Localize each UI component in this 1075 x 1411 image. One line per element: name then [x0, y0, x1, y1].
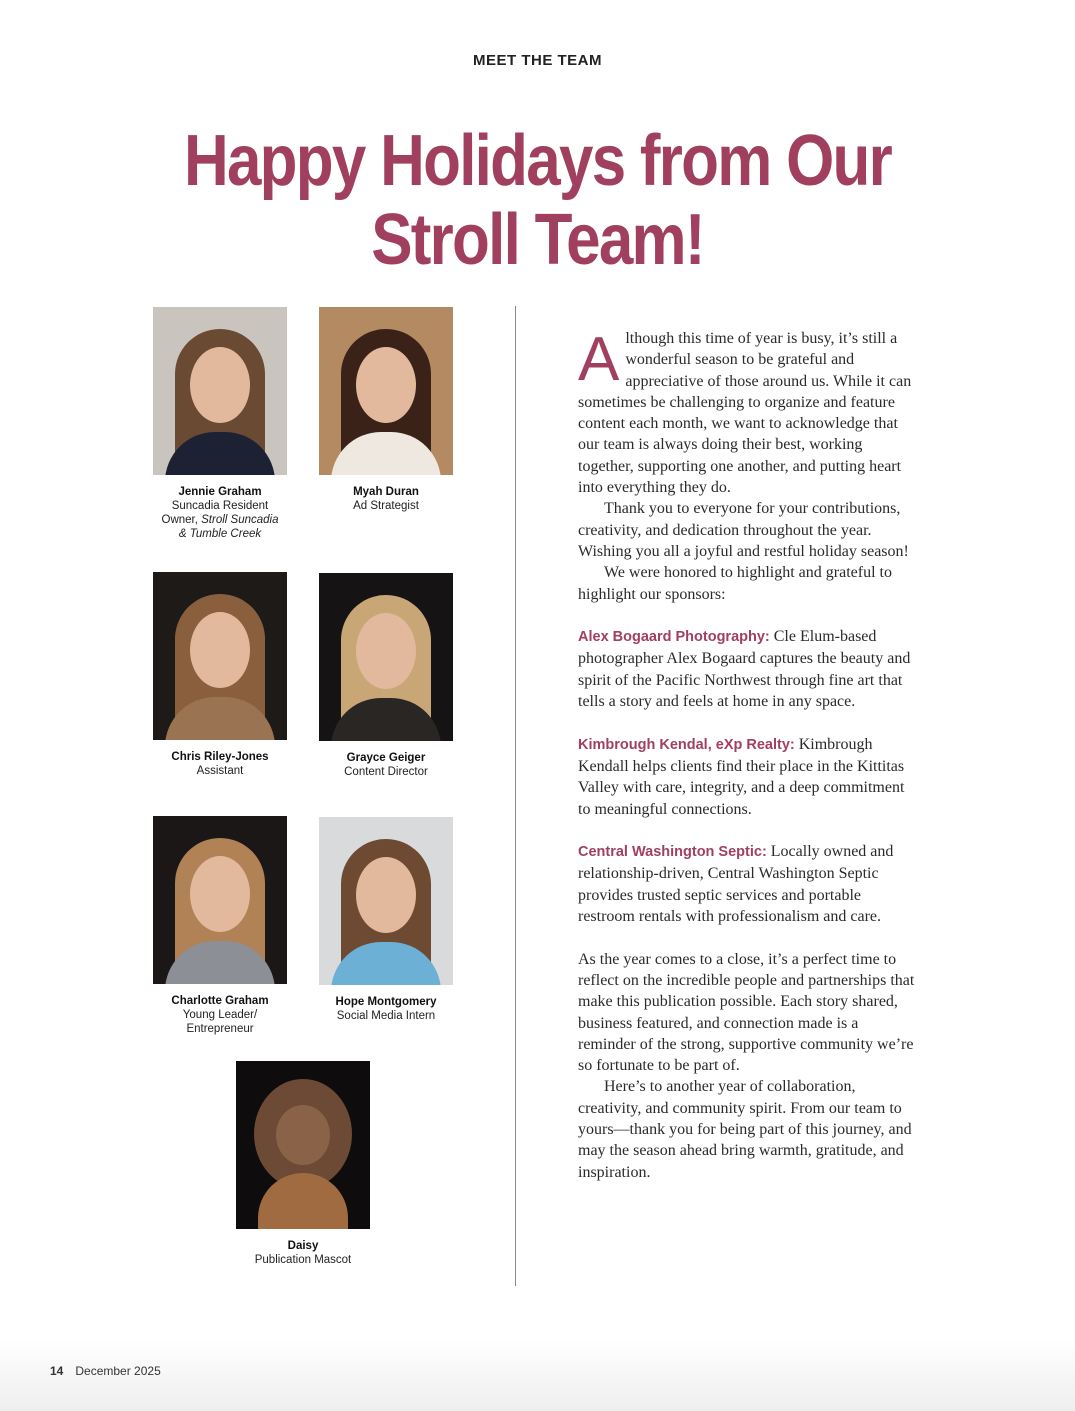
- section-label: MEET THE TEAM: [473, 52, 602, 69]
- article-paragraph-1: Although this time of year is busy, it’s still a wonderful season to be grateful and appreciative of those around us. While it can sometimes be challenging to organize and feature content each month, we want to acknowledge that our team is always doing their best, working together, supporting one another, and putting heart into everything they do.: [578, 325, 912, 497]
- member-role: Assistant: [196, 765, 244, 777]
- member-name: Myah Duran: [353, 486, 419, 498]
- member-name: Hope Montgomery: [335, 996, 437, 1008]
- team-member-myah-duran: [296, 307, 476, 513]
- photo-daisy: [236, 1061, 370, 1229]
- member-name: Grayce Geiger: [346, 752, 426, 764]
- drop-cap: A: [578, 325, 620, 394]
- photo-jennie-graham: [153, 307, 287, 475]
- team-member-hope-montgomery: [296, 817, 476, 1023]
- article-paragraph-4: As the year comes to a close, it’s a perfect time to reflect on the incredible people and partnerships that make this publication possible. Each story shared, business featured, and connection made is a reminder of the strong, supportive community we’re so fortunate to be part of.: [578, 950, 915, 1075]
- member-role: Young Leader/ Entrepreneur: [182, 1009, 258, 1035]
- member-role: Suncadia Resident Owner, Stroll Suncadia & Tumble Creek: [161, 500, 279, 540]
- team-member-charlotte-graham: [130, 816, 310, 1036]
- sponsor-alex-bogaard: Alex Bogaard Photography: Cle Elum-based photographer Alex Bogaard captures the beauty and spirit of the Pacific Northwest through fine art that tells a story and feels at home in any space.: [578, 628, 911, 711]
- title-line-1: Happy Holidays from Our: [183, 121, 892, 201]
- member-name: Jennie Graham: [178, 486, 262, 498]
- member-name: Chris Riley-Jones: [171, 751, 269, 763]
- column-divider: [515, 306, 516, 1286]
- sponsor-kimbrough-kendal: Kimbrough Kendal, eXp Realty: Kimbrough Kendall helps clients find their place in the Kittitas Valley with care, integrity, and a deep commitment to meaningful connections.: [578, 735, 905, 818]
- page-title: [75, 122, 1000, 280]
- member-role: Content Director: [344, 766, 428, 778]
- member-role: Ad Strategist: [353, 500, 419, 512]
- photo-hope-montgomery: [319, 817, 453, 985]
- photo-grayce-geiger: [319, 573, 453, 741]
- article-body: [578, 325, 918, 1183]
- team-member-grayce-geiger: [296, 573, 476, 779]
- issue-date: December 2025: [75, 1364, 161, 1378]
- member-role: Publication Mascot: [254, 1254, 352, 1266]
- team-member-chris-riley-jones: [130, 572, 310, 778]
- member-name: Charlotte Graham: [171, 995, 269, 1007]
- photo-myah-duran: [319, 307, 453, 475]
- page-number: 14: [50, 1364, 64, 1378]
- page-footer: [50, 1364, 161, 1378]
- team-member-jennie-graham: [130, 307, 310, 541]
- photo-charlotte-graham: [153, 816, 287, 984]
- page-bottom-shade: [0, 1340, 1075, 1411]
- member-role: Social Media Intern: [336, 1010, 436, 1022]
- article-paragraph-3: We were honored to highlight and grateful to highlight our sponsors:: [578, 564, 892, 603]
- sponsor-central-washington-septic: Central Washington Septic: Locally owned and relationship-driven, Central Washington Septic provides trusted septic services and portable restroom rentals with professionalism and care.: [578, 843, 894, 926]
- member-name: Daisy: [287, 1240, 319, 1252]
- photo-chris-riley-jones: [153, 572, 287, 740]
- title-line-2: Stroll Team!: [371, 200, 704, 280]
- team-member-daisy: [213, 1061, 393, 1267]
- article-paragraph-2: Thank you to everyone for your contributions, creativity, and dedication throughout the year. Wishing you all a joyful and restful holiday season!: [578, 500, 909, 560]
- article-paragraph-5: Here’s to another year of collaboration, creativity, and community spirit. From our team to yours—thank you for being part of this journey, and may the season ahead bring warmth, gratitude, and inspiration.: [578, 1078, 912, 1181]
